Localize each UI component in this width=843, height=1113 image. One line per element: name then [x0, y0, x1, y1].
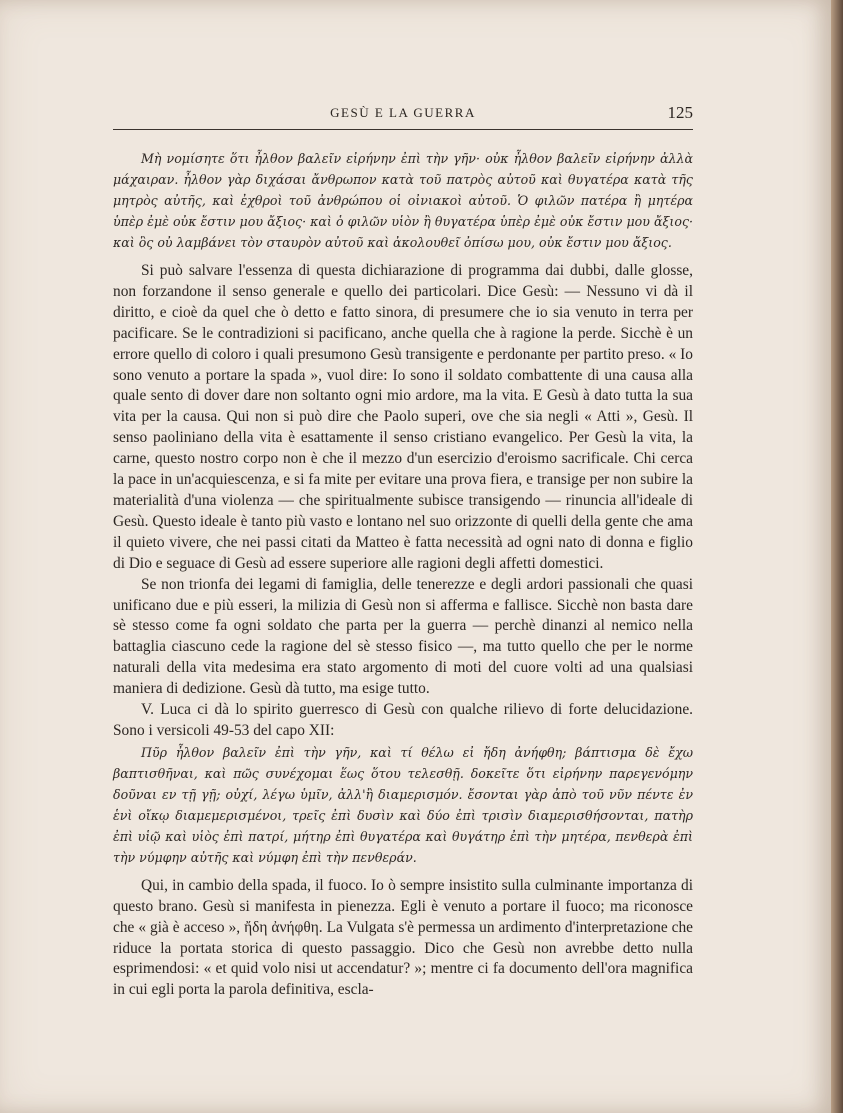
page-number: 125	[667, 103, 693, 122]
page-body	[113, 148, 693, 1001]
running-head: GESÙ E LA GUERRA	[330, 105, 476, 120]
page-header	[113, 103, 693, 130]
body-paragraph: Qui, in cambio della spada, il fuoco. Io ò sempre insistito sulla culminante importanza di questo brano. Gesù si manifesta in pienezza. Egli è venuto a portare il fuoco; ma riconosce che « già è acceso », ἤδη ἀνήφθη. La Vulgata s'è permessa un ardimento d'interpretazione che riduce la portata storica di questo passaggio. Dico che Gesù non avrebbe detto nulla esprimendosi: « et quid volo nisi ut accendatur? »; mentre ci fa documento dell'ora magnifica in cui egli porta la parola definitiva, escla-	[113, 876, 693, 999]
greek-quotation-luke: Πῦρ ἦλθον βαλεῖν ἐπὶ τὴν γῆν, καὶ τί θέλω εἰ ἤδη ἀνήφθη; βάπτισμα δὲ ἔχω βαπτισθῆναι, καὶ πῶς συνέχομαι ἕως ὅτου τελεσθῇ. δοκεῖτε ὅτι εἰρήνην παρεγενόμην δοῦναι εν τῇ γῇ; οὐχί, λέγω ὑμῖν, ἀλλ'ἢ διαμερισμόν. ἔσονται γὰρ ἀπὸ τοῦ νῦν πέντε ἐν ἑνὶ οἴκῳ διαμεμερισμένοι, τρεῖς ἐπὶ δυσὶν καὶ δύο ἐπὶ τρισὶν διαμερισθήσονται, πατὴρ ἐπὶ υἱῷ καὶ υἱὸς ἐπὶ πατρί, μήτηρ ἐπὶ θυγατέρα καὶ θυγάτηρ ἐπὶ τὴν μητέρα, πενθερὰ ἐπὶ τὴν νύμφην αὐτῆς καὶ νύμφη ἐπὶ τὴν πενθεράν.	[113, 744, 693, 865]
greek-quotation-matthew: Μὴ νομίσητε ὅτι ἦλθον βαλεῖν εἰρήνην ἐπὶ τὴν γῆν· οὐκ ἦλθον βαλεῖν εἰρήνην ἀλλὰ μάχαιραν. ἦλθον γὰρ διχάσαι ἄνθρωπον κατὰ τοῦ πατρὸς αὐτοῦ καὶ θυγατέρα κατὰ τῆς μητρὸς αὐτῆς, καὶ ἐχθροὶ τοῦ ἀνθρώπου οἱ οἰνιακοὶ αὐτοῦ. Ὁ φιλῶν πατέρα ἢ μητέρα ὑπὲρ ἐμὲ οὐκ ἔστιν μου ἄξιος· καὶ ὁ φιλῶν υἱὸν ἢ θυγατέρα ὑπὲρ ἐμὲ οὐκ ἔστιν μου ἄξιος· καὶ ὃς οὐ λαμβάνει τὸν σταυρὸν αὐτοῦ καὶ ἀκολουθεῖ ὀπίσω μου, οὐκ ἔστιν μου ἄξιος.	[113, 151, 693, 250]
body-paragraph: Se non trionfa dei legami di famiglia, delle tenerezze e degli ardori passionali che quasi unificano due e più esseri, la milizia di Gesù non si afferma e fallisce. Sicchè non basta dare sè stesso come fa ogni soldato che parta per la guerra — perchè dinanzi al nemico nella battaglia ciascuno cede la ragione del sè stesso fisico —, ma tutto quello che per le norme naturali della vita medesima era stato argomento di moti del cuore volti ad una qualsiasi maniera di dedizione. Gesù dà tutto, ma esige tutto.	[113, 575, 693, 698]
body-paragraph: V. Luca ci dà lo spirito guerresco di Gesù con qualche rilievo di forte delucidazione. Sono i versicoli 49-53 del capo XII:	[113, 701, 693, 739]
body-paragraph: Si può salvare l'essenza di questa dichiarazione di programma dai dubbi, dalle glosse, non forzandone il senso generale e quello dei particolari. Dice Gesù: — Nessuno vi dà il diritto, e cioè da quel che ò detto e fatto sinora, di presumere che io sia venuto in terra per pacificare. Se le contradizioni si pacificano, anche quella che à ragione la perde. Sicchè è un errore quello di coloro i quali presumono Gesù transigente e perdonante per partito preso. « Io sono venuto a portare la spada », vuol dire: Io sono il soldato combattente di una causa alla quale sento di dover dare non soltanto ogni mio ardore, ma la vita. E Gesù à dato tutta la sua vita per la causa. Qui non si può dire che Paolo superi, ove che sia negli « Atti », Gesù. Il senso paoliniano della vita è esattamente il senso cristiano evangelico. Per Gesù la vita, la carne, questo nostro corpo non è che il mezzo d'un esercizio d'eroismo sacrificale. Chi cerca la pace in un'acquiescenza, e si fa mite per evitare una prova fiera, e transige per non subire la materialità d'una violenza — che spiritualmente subisce transigendo — rinuncia all'ideale di Gesù. Questo ideale è tanto più vasto e lontano nel suo orizzonte di quelli della gente che ama il quieto vivere, che nei passi citati da Matteo è fatta necessità ad ogni nato di donna e figlio di Dio e seguace di Gesù ad essere superiore alle ragioni degli affetti domestici.	[113, 262, 693, 572]
page-edge	[831, 0, 843, 1113]
